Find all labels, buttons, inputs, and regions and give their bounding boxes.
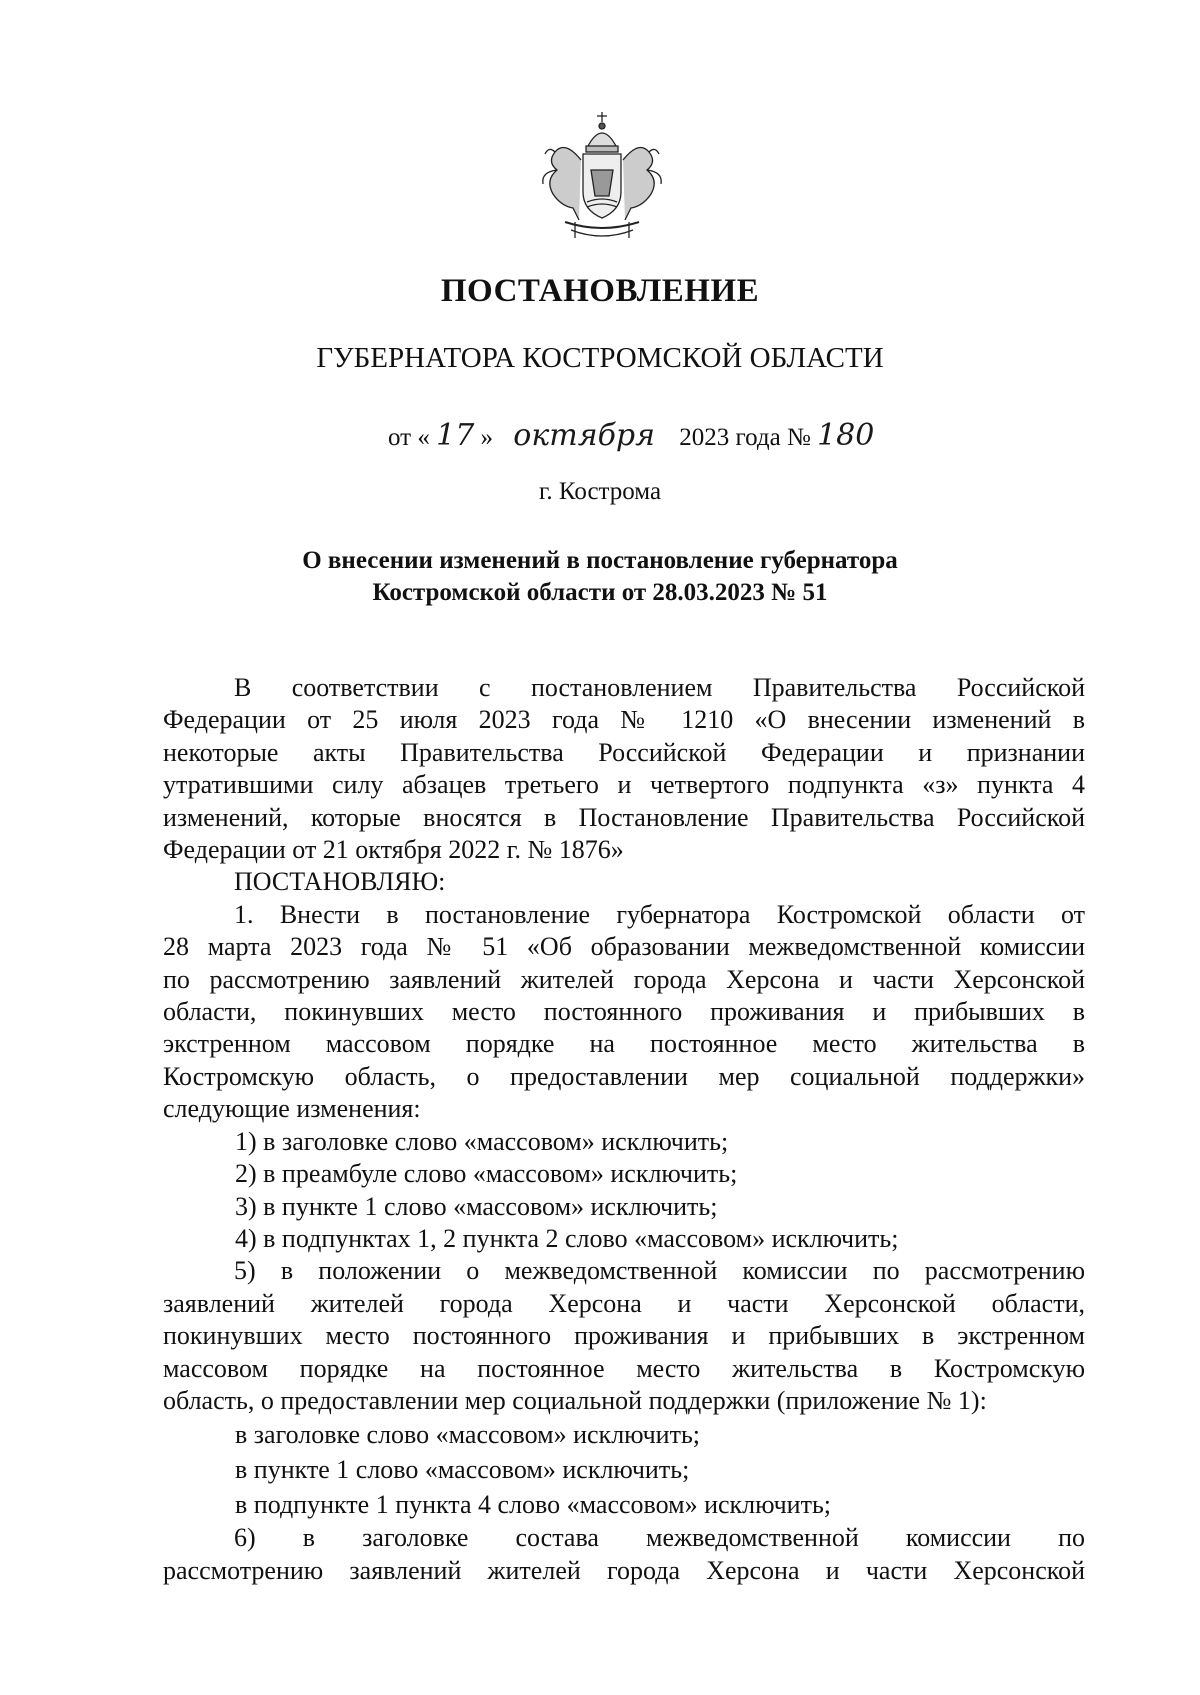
date-line <box>388 418 874 453</box>
date-prefix: от « <box>388 424 430 451</box>
decree-word: ПОСТАНОВЛЯЮ: <box>234 867 446 897</box>
item-5-subitem: в заголовке слово «массовом» исключить; <box>235 1420 701 1450</box>
text-line: В соответствии с постановлением Правительства Российской <box>234 673 1085 702</box>
item-1 <box>163 899 1085 1126</box>
text-line: экстренном массовом порядке на постоянное место жительства в <box>163 1029 1085 1059</box>
text-line: Федерации от 25 июля 2023 года № 1210 «О внесении изменений в <box>163 705 1085 735</box>
text-line: по рассмотрению заявлений жителей города Херсона и части Херсонской <box>163 964 1085 994</box>
item-6 <box>163 1522 1085 1587</box>
document-heading <box>0 545 1200 609</box>
date-month-handwritten: октября <box>513 418 655 453</box>
text-line: следующие изменения: <box>163 1094 421 1124</box>
subitem: 2) в преамбуле слово «массовом» исключить; <box>235 1159 738 1189</box>
subitem: 4) в подпунктах 1, 2 пункта 2 слово «массовом» исключить; <box>235 1223 899 1253</box>
date-close: » <box>480 424 494 451</box>
city-line: г. Кострома <box>538 478 662 505</box>
item-5 <box>163 1255 1085 1417</box>
coat-of-arms-icon <box>535 110 670 250</box>
text-line: 5) в положении о межведомственной комиссии по рассмотрению <box>234 1256 1085 1286</box>
text-line: массовом порядке на постоянное место жительства в Костромскую <box>163 1353 1085 1383</box>
item-5-subitem: в подпункте 1 пункта 4 слово «массовом» исключить; <box>235 1490 832 1520</box>
subitem: 3) в пункте 1 слово «массовом» исключить; <box>235 1191 718 1221</box>
text-line: изменений, которые вносятся в Постановление Правительства Российской <box>163 802 1085 832</box>
text-line: области, покинувших место постоянного проживания и прибывших в <box>163 997 1085 1027</box>
heading-line: Костромской области от 28.03.2023 № 51 <box>372 579 828 606</box>
text-line: область, о предоставлении мер социальной поддержки (приложение № 1): <box>163 1385 987 1415</box>
text-line: рассмотрению заявлений жителей города Херсона и части Херсонской <box>163 1555 1085 1585</box>
text-line: 28 марта 2023 года № 51 «Об образовании межведомственной комиссии <box>163 932 1085 962</box>
date-day-handwritten: 17 <box>436 418 475 453</box>
text-line: покинувших место постоянного проживания и прибывших в экстренном <box>163 1321 1085 1351</box>
text-line: Федерации от 21 октября 2022 г. № 1876» <box>163 835 624 865</box>
document-title: ПОСТАНОВЛЕНИЕ <box>440 273 760 309</box>
issuer-line: ГУБЕРНАТОРА КОСТРОМСКОЙ ОБЛАСТИ <box>316 342 884 374</box>
document-body <box>163 672 1085 1587</box>
text-line: утратившими силу абзацев третьего и четвертого подпункта «з» пункта 4 <box>163 770 1085 800</box>
text-line: 1. Внести в постановление губернатора Костромской области от <box>234 899 1085 929</box>
preamble-paragraph <box>163 672 1085 866</box>
document-number-handwritten: 180 <box>817 418 875 453</box>
heading-line: О внесении изменений в постановление губернатора <box>302 547 898 574</box>
text-line: Костромскую область, о предоставлении мер социальной поддержки» <box>163 1061 1085 1091</box>
item-5-subitem: в пункте 1 слово «массовом» исключить; <box>235 1455 690 1485</box>
date-year: 2023 года № <box>679 424 811 451</box>
text-line: некоторые акты Правительства Российской Федерации и признании <box>163 737 1085 767</box>
subitem: 1) в заголовке слово «массовом» исключить; <box>235 1126 729 1156</box>
text-line: заявлений жителей города Херсона и части Херсонской области, <box>163 1288 1085 1318</box>
text-line: 6) в заголовке состава межведомственной комиссии по <box>234 1523 1085 1553</box>
